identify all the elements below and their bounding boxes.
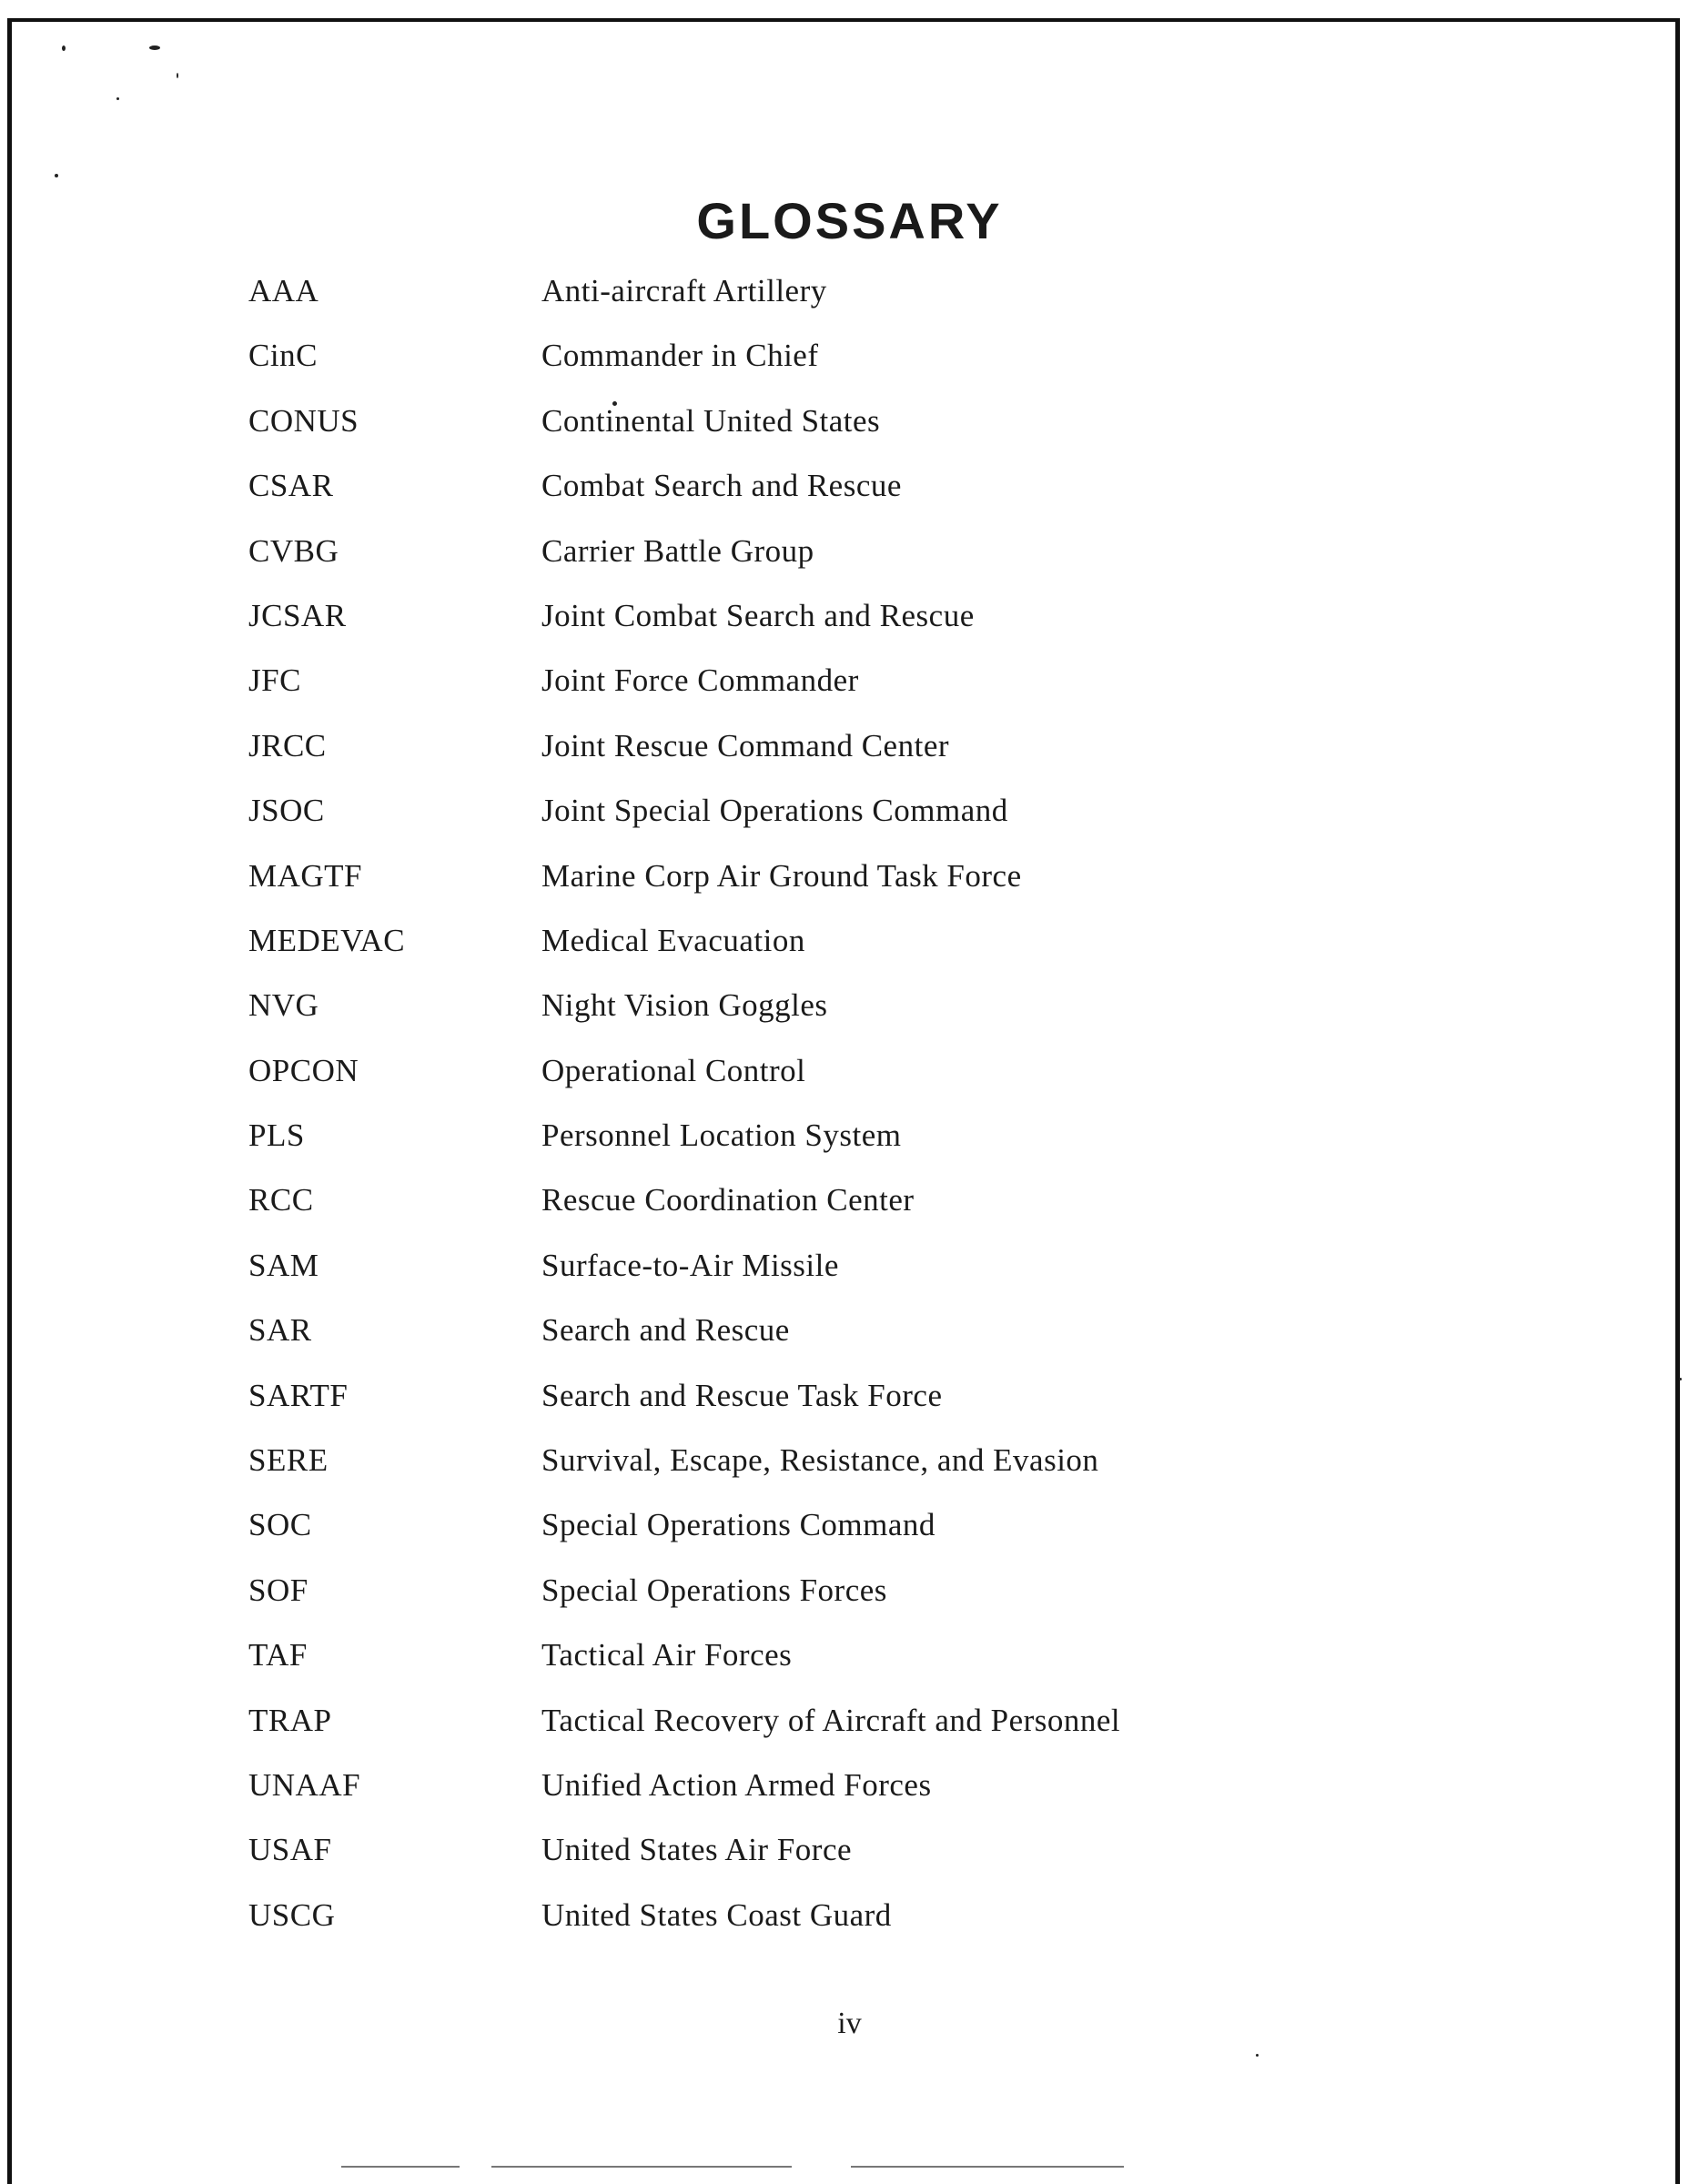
glossary-entry [0,1572,1699,1637]
scan-speck [149,46,160,50]
glossary-entry [0,273,1699,338]
glossary-term: CSAR [248,468,334,504]
glossary-definition: Joint Force Commander [541,662,859,699]
scan-speck [55,174,58,177]
glossary-definition: United States Air Force [541,1832,853,1868]
glossary-definition: Joint Special Operations Command [541,793,1008,829]
glossary-term: SOF [248,1572,308,1608]
glossary-definition: Joint Rescue Command Center [541,727,950,763]
glossary-definition: Tactical Air Forces [541,1637,793,1673]
glossary-definition: Survival, Escape, Resistance, and Evasion [541,1442,1099,1479]
glossary-entry [0,1507,1699,1572]
glossary-term: CONUS [248,402,359,439]
glossary-term: PLS [248,1117,305,1154]
glossary-entry [0,923,1699,987]
glossary-term: SARTF [248,1377,349,1413]
glossary-entry [0,987,1699,1052]
glossary-entry [0,598,1699,662]
glossary-definition: Combat Search and Rescue [541,468,902,504]
glossary-term: UNAAF [248,1766,361,1803]
glossary-term: USCG [248,1896,336,1933]
page-title: GLOSSARY [696,192,1003,249]
glossary-entry [0,1378,1699,1442]
glossary-entry [0,1442,1699,1507]
bottom-rule [491,2166,792,2168]
glossary-definition: Joint Combat Search and Rescue [541,597,975,633]
glossary-definition: Search and Rescue Task Force [541,1377,943,1413]
glossary-term: JRCC [248,727,327,763]
glossary-entry [0,1832,1699,1896]
glossary-definition: Tactical Recovery of Aircraft and Personnel [541,1702,1121,1738]
glossary-term: SAM [248,1247,319,1283]
glossary-entry [0,1053,1699,1117]
glossary-term: TRAP [248,1702,332,1738]
glossary-definition: Special Operations Command [541,1507,935,1543]
glossary-term: JSOC [248,793,325,829]
glossary-entry [0,1637,1699,1702]
glossary-definition: Personnel Location System [541,1117,902,1154]
glossary-list [0,273,1699,1962]
glossary-definition: Unified Action Armed Forces [541,1766,932,1803]
glossary-definition: Medical Evacuation [541,922,805,958]
glossary-entry [0,533,1699,598]
glossary-term: RCC [248,1182,314,1218]
glossary-definition: Night Vision Goggles [541,987,828,1024]
glossary-entry [0,1703,1699,1767]
glossary-entry [0,468,1699,532]
glossary-definition: United States Coast Guard [541,1896,892,1933]
glossary-entry [0,662,1699,727]
glossary-entry [0,1117,1699,1182]
glossary-entry [0,1248,1699,1312]
glossary-term: CinC [248,338,318,374]
glossary-definition: Surface-to-Air Missile [541,1247,839,1283]
scan-speck [177,73,178,78]
glossary-entry [0,1897,1699,1962]
glossary-entry [0,403,1699,468]
glossary-entry [0,1767,1699,1832]
glossary-term: JCSAR [248,597,347,633]
glossary-entry [0,858,1699,923]
glossary-definition: Anti-aircraft Artillery [541,273,827,308]
glossary-term: SOC [248,1507,312,1543]
bottom-rule [341,2166,460,2168]
glossary-term: SERE [248,1442,329,1479]
glossary-definition: Marine Corp Air Ground Task Force [541,857,1022,894]
glossary-definition: Carrier Battle Group [541,532,814,569]
bottom-rule [851,2166,1124,2168]
scan-speck [62,46,66,51]
glossary-entry [0,1312,1699,1377]
glossary-entry [0,793,1699,857]
glossary-term: NVG [248,987,319,1024]
glossary-definition: Rescue Coordination Center [541,1182,915,1218]
glossary-term: USAF [248,1832,332,1868]
glossary-term: TAF [248,1637,308,1673]
glossary-term: OPCON [248,1052,359,1088]
glossary-definition: Search and Rescue [541,1312,790,1349]
glossary-entry [0,338,1699,402]
glossary-term: AAA [248,273,319,308]
glossary-definition: Continental United States [541,402,881,439]
glossary-entry [0,1182,1699,1247]
glossary-term: MAGTF [248,857,363,894]
glossary-definition: Special Operations Forces [541,1572,887,1608]
scan-speck [116,97,119,100]
glossary-term: JFC [248,662,301,699]
glossary-term: CVBG [248,532,339,569]
glossary-term: SAR [248,1312,312,1349]
scan-speck [1256,2054,1259,2057]
glossary-definition: Operational Control [541,1052,806,1088]
glossary-entry [0,728,1699,793]
glossary-definition: Commander in Chief [541,338,819,374]
page-number: iv [837,2007,862,2040]
glossary-term: MEDEVAC [248,922,406,958]
